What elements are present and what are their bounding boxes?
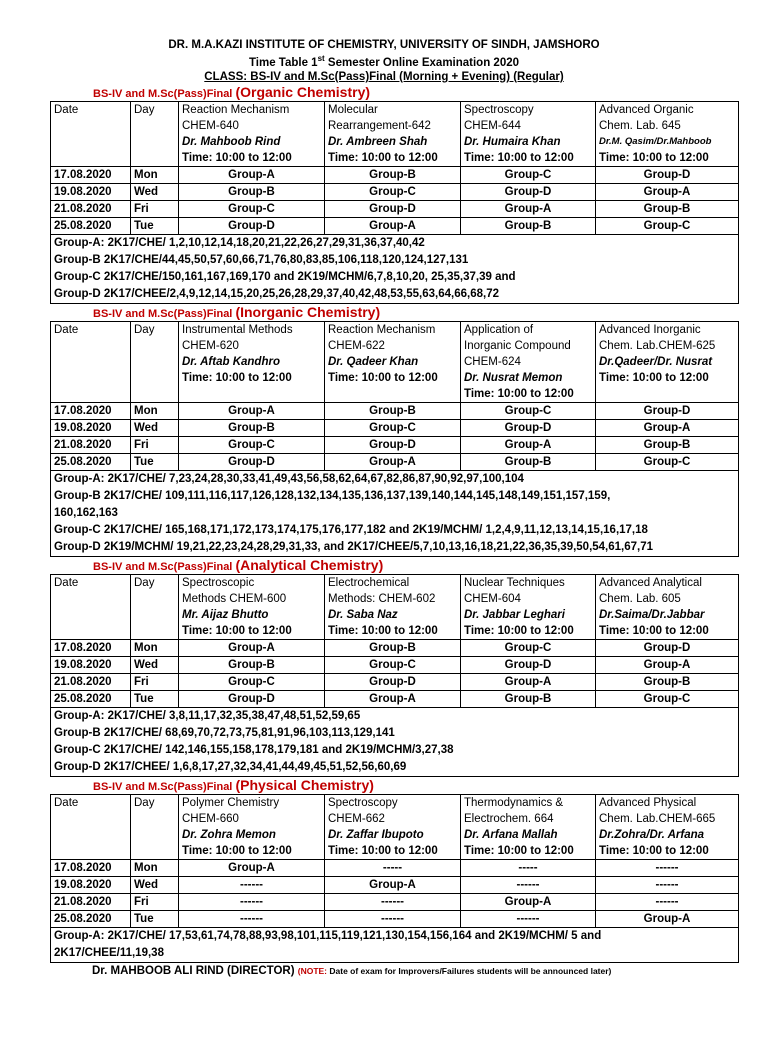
exam-day: Mon (131, 402, 179, 419)
group-cell: Group-B (325, 166, 461, 183)
group-list (51, 927, 739, 962)
group-cell: ------ (325, 893, 461, 910)
course-name-line: Methods CHEM-600 (182, 592, 287, 605)
group-cell: ------ (461, 876, 596, 893)
group-cell: Group-A (596, 910, 739, 927)
section-title (93, 777, 768, 794)
group-list (51, 234, 739, 303)
column-day: Day (131, 574, 179, 639)
course-name-line: Reaction Mechanism (328, 323, 436, 336)
course-teacher: Dr. Jabbar Leghari (464, 608, 565, 621)
group-cell: Group-B (179, 419, 325, 436)
course-time: Time: 10:00 to 12:00 (328, 371, 438, 384)
course-teacher: Dr. Saba Naz (328, 608, 398, 621)
exam-day: Mon (131, 859, 179, 876)
exam-day: Mon (131, 639, 179, 656)
column-date: Date (51, 321, 131, 402)
exam-day: Tue (131, 910, 179, 927)
group-roll-numbers: Group-B 2K17/CHE/44,45,50,57,60,66,71,76,80,83,85,106,118,120,124,127,131 (54, 253, 469, 266)
course-name-line: Chem. Lab. 645 (599, 119, 681, 132)
exam-date: 17.08.2020 (51, 402, 131, 419)
group-cell: Group-A (461, 200, 596, 217)
group-roll-numbers: Group-A: 2K17/CHE/ 7,23,24,28,30,33,41,49,43,56,58,62,64,67,82,86,87,90,92,97,100,104 (54, 472, 524, 485)
course-header (179, 321, 325, 402)
group-cell: Group-D (596, 166, 739, 183)
section-subject: (Inorganic Chemistry) (235, 303, 381, 320)
course-name-line: Advanced Organic (599, 103, 694, 116)
section-prefix: BS-IV and M.Sc(Pass)Final (93, 87, 233, 100)
group-cell: Group-A (179, 859, 325, 876)
course-name-line: Electrochemical (328, 576, 410, 589)
course-name-line: Rearrangement-642 (328, 119, 431, 132)
group-cell: Group-B (179, 183, 325, 200)
group-cell: Group-B (596, 200, 739, 217)
course-name-line: Instrumental Methods (182, 323, 293, 336)
schedule-table (50, 794, 739, 963)
group-cell: Group-D (325, 200, 461, 217)
course-header (461, 574, 596, 639)
course-name-line: CHEM-640 (182, 119, 239, 132)
column-day: Day (131, 321, 179, 402)
course-name-line: Molecular (328, 103, 378, 116)
exam-date: 17.08.2020 (51, 639, 131, 656)
exam-date: 25.08.2020 (51, 217, 131, 234)
group-cell: Group-D (596, 639, 739, 656)
group-cell: Group-C (596, 453, 739, 470)
note-text: Date of exam for Improvers/Failures students will be announced later) (327, 965, 612, 976)
course-header (325, 101, 461, 166)
group-cell: Group-A (325, 217, 461, 234)
group-cell: Group-C (325, 183, 461, 200)
exam-day: Wed (131, 419, 179, 436)
exam-date: 21.08.2020 (51, 893, 131, 910)
group-cell: Group-D (179, 453, 325, 470)
group-cell: Group-C (461, 402, 596, 419)
table-row (51, 859, 739, 876)
course-name-line: CHEM-604 (464, 592, 521, 605)
section-title (93, 557, 768, 574)
course-teacher: Dr. Arfana Mallah (464, 828, 558, 841)
exam-date: 19.08.2020 (51, 419, 131, 436)
group-list-row (51, 927, 739, 962)
group-cell: Group-B (325, 402, 461, 419)
course-time: Time: 10:00 to 12:00 (328, 151, 438, 164)
course-time: Time: 10:00 to 12:00 (464, 387, 574, 400)
table-row (51, 183, 739, 200)
group-roll-numbers: Group-C 2K17/CHE/ 165,168,171,172,173,174,175,176,177,182 and 2K19/MCHM/ 1,2,4,9,11,12,13,14,15,16,17,18 (54, 523, 648, 536)
column-date: Date (51, 794, 131, 859)
course-name-line: CHEM-624 (464, 355, 521, 368)
course-name-line: Advanced Inorganic (599, 323, 701, 336)
exam-date: 21.08.2020 (51, 200, 131, 217)
group-cell: ----- (325, 859, 461, 876)
course-name-line: Polymer Chemistry (182, 796, 280, 809)
group-cell: Group-A (325, 876, 461, 893)
exam-day: Fri (131, 673, 179, 690)
group-cell: Group-A (179, 166, 325, 183)
course-name-line: Methods: CHEM-602 (328, 592, 436, 605)
section-title (93, 84, 768, 101)
course-teacher: Dr.Zohra/Dr. Arfana (599, 828, 705, 841)
table-row (51, 436, 739, 453)
course-time: Time: 10:00 to 12:00 (328, 624, 438, 637)
course-teacher: Dr. Qadeer Khan (328, 355, 419, 368)
course-teacher: Dr. Aftab Kandhro (182, 355, 280, 368)
exam-date: 19.08.2020 (51, 876, 131, 893)
table-row (51, 639, 739, 656)
group-cell: Group-B (461, 690, 596, 707)
course-name-line: Nuclear Techniques (464, 576, 565, 589)
schedule-table (50, 321, 739, 557)
group-list (51, 707, 739, 776)
group-cell: Group-D (461, 419, 596, 436)
course-header (325, 794, 461, 859)
course-name-line: Thermodynamics & (464, 796, 564, 809)
course-name-line: Reaction Mechanism (182, 103, 290, 116)
course-time: Time: 10:00 to 12:00 (182, 371, 292, 384)
exam-day: Wed (131, 656, 179, 673)
section-subject: (Analytical Chemistry) (235, 556, 384, 573)
schedule-table (50, 101, 739, 304)
group-cell: Group-A (325, 453, 461, 470)
course-time: Time: 10:00 to 12:00 (464, 624, 574, 637)
group-cell: ----- (461, 859, 596, 876)
exam-day: Tue (131, 453, 179, 470)
group-cell: Group-A (179, 402, 325, 419)
group-roll-numbers: Group-D 2K19/MCHM/ 19,21,22,23,24,28,29,31,33, and 2K17/CHEE/5,7,10,13,16,18,21,22,36,35,39,50,54,61,67,71 (54, 540, 654, 553)
group-roll-numbers: Group-C 2K17/CHE/150,161,167,169,170 and 2K19/MCHM/6,7,8,10,20, 25,35,37,39 and (54, 270, 516, 283)
group-cell: Group-C (179, 436, 325, 453)
group-list-row (51, 470, 739, 556)
table-row (51, 419, 739, 436)
class-title: CLASS: BS-IV and M.Sc(Pass)Final (Morning + Evening) (Regular) (204, 70, 564, 83)
course-teacher: Dr.Saima/Dr.Jabbar (599, 608, 705, 621)
group-cell: ------ (325, 910, 461, 927)
group-cell: ------ (596, 893, 739, 910)
course-name-line: CHEM-620 (182, 339, 239, 352)
course-name-line: Spectroscopy (464, 103, 534, 116)
exam-date: 21.08.2020 (51, 436, 131, 453)
group-cell: Group-A (596, 656, 739, 673)
course-name-line: Advanced Physical (599, 796, 697, 809)
group-roll-numbers: 2K17/CHEE/11,19,38 (54, 946, 164, 959)
group-cell: Group-C (461, 639, 596, 656)
exam-day: Tue (131, 217, 179, 234)
exam-day: Wed (131, 183, 179, 200)
table-row (51, 453, 739, 470)
table-row (51, 876, 739, 893)
table-row (51, 402, 739, 419)
timetable-sections (0, 84, 768, 963)
column-day: Day (131, 101, 179, 166)
course-name-line: CHEM-622 (328, 339, 385, 352)
group-roll-numbers: Group-A: 2K17/CHE/ 17,53,61,74,78,88,93,98,101,115,119,121,130,154,156,164 and 2K19/MCHM/ 5 and (54, 929, 602, 942)
course-header (461, 101, 596, 166)
course-header (596, 101, 739, 166)
course-time: Time: 10:00 to 12:00 (182, 624, 292, 637)
course-teacher: Dr.Qadeer/Dr. Nusrat (599, 355, 713, 368)
exam-date: 17.08.2020 (51, 166, 131, 183)
group-cell: Group-C (325, 419, 461, 436)
exam-day: Tue (131, 690, 179, 707)
course-teacher: Dr. Humaira Khan (464, 135, 561, 148)
course-name-line: Application of (464, 323, 534, 336)
table-row (51, 690, 739, 707)
group-roll-numbers: Group-D 2K17/CHEE/2,4,9,12,14,15,20,25,26,28,29,37,40,42,48,53,55,63,64,66,68,72 (54, 287, 499, 300)
group-cell: ------ (596, 859, 739, 876)
course-name-line: Chem. Lab. 605 (599, 592, 681, 605)
group-list-row (51, 707, 739, 776)
footer (92, 963, 768, 979)
column-day: Day (131, 794, 179, 859)
exam-date: 25.08.2020 (51, 690, 131, 707)
group-cell: ------ (179, 893, 325, 910)
course-name-line: CHEM-660 (182, 812, 239, 825)
course-time: Time: 10:00 to 12:00 (464, 151, 574, 164)
group-cell: Group-A (461, 436, 596, 453)
document-header (0, 38, 768, 84)
course-name-line: CHEM-644 (464, 119, 521, 132)
group-cell: Group-D (325, 436, 461, 453)
group-cell: Group-A (461, 673, 596, 690)
course-name-line: CHEM-662 (328, 812, 385, 825)
exam-date: 17.08.2020 (51, 859, 131, 876)
group-cell: Group-B (179, 656, 325, 673)
group-cell: ------ (179, 876, 325, 893)
table-header-row (51, 794, 739, 859)
course-teacher: Dr. Ambreen Shah (328, 135, 428, 148)
group-cell: Group-C (179, 200, 325, 217)
course-time: Time: 10:00 to 12:00 (599, 844, 709, 857)
group-cell: Group-C (461, 166, 596, 183)
course-header (461, 321, 596, 402)
course-teacher: Dr. Nusrat Memon (464, 371, 563, 384)
course-name-line: Chem. Lab.CHEM-625 (599, 339, 716, 352)
course-teacher: Mr. Aijaz Bhutto (182, 608, 269, 621)
table-row (51, 910, 739, 927)
section-subject: (Organic Chemistry) (235, 83, 371, 100)
group-cell: Group-A (596, 183, 739, 200)
course-header (596, 321, 739, 402)
section-prefix: BS-IV and M.Sc(Pass)Final (93, 560, 233, 573)
group-cell: Group-A (179, 639, 325, 656)
course-header (179, 794, 325, 859)
group-cell: ------ (461, 910, 596, 927)
column-date: Date (51, 574, 131, 639)
course-name-line: Spectroscopic (182, 576, 255, 589)
group-cell: Group-C (596, 690, 739, 707)
course-teacher: Dr. Zohra Memon (182, 828, 276, 841)
course-teacher: Dr.M. Qasim/Dr.Mahboob (599, 135, 712, 147)
table-header-row (51, 321, 739, 402)
group-roll-numbers: Group-B 2K17/CHE/ 109,111,116,117,126,128,132,134,135,136,137,139,140,144,145,148,149,151,157,159, (54, 489, 611, 502)
group-cell: Group-B (461, 453, 596, 470)
course-time: Time: 10:00 to 12:00 (599, 371, 709, 384)
group-cell: Group-C (596, 217, 739, 234)
course-header (596, 574, 739, 639)
institute-title: DR. M.A.KAZI INSTITUTE OF CHEMISTRY, UNIVERSITY OF SINDH, JAMSHORO (168, 39, 600, 51)
group-roll-numbers: Group-D 2K17/CHEE/ 1,6,8,17,27,32,34,41,44,49,45,51,52,56,60,69 (54, 760, 407, 773)
course-header (179, 574, 325, 639)
group-list (51, 470, 739, 556)
course-name-line: Inorganic Compound (464, 339, 571, 352)
exam-day: Fri (131, 893, 179, 910)
group-cell: Group-D (461, 183, 596, 200)
course-time: Time: 10:00 to 12:00 (328, 844, 438, 857)
group-cell: Group-A (325, 690, 461, 707)
exam-date: 19.08.2020 (51, 183, 131, 200)
group-roll-numbers: Group-B 2K17/CHE/ 68,69,70,72,73,75,81,91,96,103,113,129,141 (54, 726, 395, 739)
course-time: Time: 10:00 to 12:00 (599, 624, 709, 637)
group-cell: Group-B (596, 436, 739, 453)
table-header-row (51, 574, 739, 639)
exam-day: Fri (131, 436, 179, 453)
group-cell: Group-B (461, 217, 596, 234)
group-roll-numbers: Group-A: 2K17/CHE/ 1,2,10,12,14,18,20,21,22,26,27,29,31,36,37,40,42 (54, 236, 425, 249)
course-name-line: Advanced Analytical (599, 576, 702, 589)
course-name-line: Chem. Lab.CHEM-665 (599, 812, 716, 825)
course-time: Time: 10:00 to 12:00 (464, 844, 574, 857)
group-cell: Group-D (179, 217, 325, 234)
course-header (179, 101, 325, 166)
exam-day: Fri (131, 200, 179, 217)
group-roll-numbers: Group-A: 2K17/CHE/ 3,8,11,17,32,35,38,47,48,51,52,59,65 (54, 709, 361, 722)
exam-date: 19.08.2020 (51, 656, 131, 673)
section-title (93, 304, 768, 321)
exam-date: 21.08.2020 (51, 673, 131, 690)
group-cell: Group-A (461, 893, 596, 910)
table-row (51, 673, 739, 690)
group-list-row (51, 234, 739, 303)
group-cell: Group-D (179, 690, 325, 707)
table-row (51, 166, 739, 183)
section-subject: (Physical Chemistry) (235, 776, 374, 793)
course-teacher: Dr. Zaffar Ibupoto (328, 828, 424, 841)
schedule-table (50, 574, 739, 777)
group-cell: Group-B (596, 673, 739, 690)
exam-date: 25.08.2020 (51, 453, 131, 470)
group-cell: Group-C (179, 673, 325, 690)
course-time: Time: 10:00 to 12:00 (182, 844, 292, 857)
table-header-row (51, 101, 739, 166)
director-signature: Dr. MAHBOOB ALI RIND (DIRECTOR) (92, 964, 295, 977)
group-roll-numbers: 160,162,163 (54, 506, 118, 519)
exam-date: 25.08.2020 (51, 910, 131, 927)
course-time: Time: 10:00 to 12:00 (599, 151, 709, 164)
table-row (51, 200, 739, 217)
group-cell: Group-B (325, 639, 461, 656)
column-date: Date (51, 101, 131, 166)
note-label: (NOTE: (297, 965, 328, 976)
section-prefix: BS-IV and M.Sc(Pass)Final (93, 307, 233, 320)
course-header (325, 321, 461, 402)
group-roll-numbers: Group-C 2K17/CHE/ 142,146,155,158,178,179,181 and 2K19/MCHM/3,27,38 (54, 743, 454, 756)
course-header (461, 794, 596, 859)
course-time: Time: 10:00 to 12:00 (182, 151, 292, 164)
exam-day: Wed (131, 876, 179, 893)
section-prefix: BS-IV and M.Sc(Pass)Final (93, 780, 233, 793)
group-cell: Group-A (596, 419, 739, 436)
group-cell: Group-D (596, 402, 739, 419)
group-cell: Group-D (461, 656, 596, 673)
timetable-title: Time Table 1st Semester Online Examination 2020 (248, 54, 520, 69)
table-row (51, 893, 739, 910)
group-cell: Group-D (325, 673, 461, 690)
course-header (325, 574, 461, 639)
course-teacher: Dr. Mahboob Rind (182, 135, 281, 148)
table-row (51, 217, 739, 234)
course-header (596, 794, 739, 859)
course-name-line: Electrochem. 664 (464, 812, 554, 825)
group-cell: ------ (179, 910, 325, 927)
group-cell: ------ (596, 876, 739, 893)
exam-day: Mon (131, 166, 179, 183)
course-name-line: Spectroscopy (328, 796, 398, 809)
table-row (51, 656, 739, 673)
group-cell: Group-C (325, 656, 461, 673)
